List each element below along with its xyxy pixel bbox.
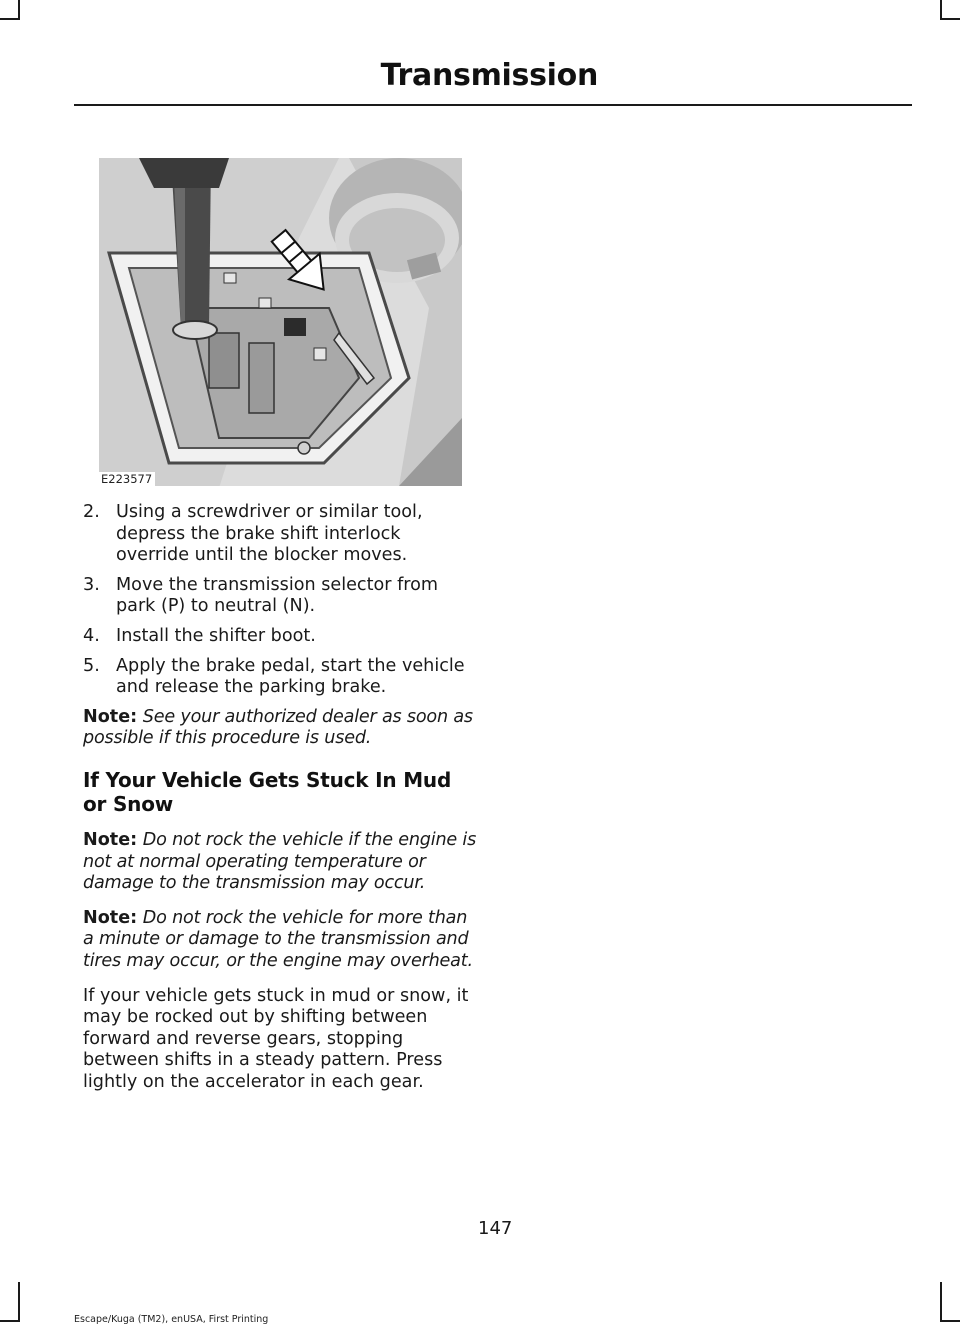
list-item <box>83 575 478 618</box>
note-dealer <box>83 707 478 750</box>
shifter-illustration <box>99 158 462 486</box>
step-text: Using a screwdriver or similar tool, depress the brake shift interlock override until the blocker moves. <box>116 502 423 566</box>
shifter-illustration-svg <box>99 158 462 486</box>
page-number: 147 <box>478 1218 513 1239</box>
note-rocking-duration <box>83 908 478 973</box>
list-item <box>83 656 478 699</box>
publication-info: Escape/Kuga (TM2), enUSA, First Printing <box>74 1314 269 1325</box>
step-number: 5. <box>83 655 100 676</box>
note-label: Note: <box>83 706 138 727</box>
content-column <box>83 502 478 1106</box>
note-text: Do not rock the vehicle if the engine is not at normal operating temperature or damage to the transmission may occur. <box>83 829 477 894</box>
note-label: Note: <box>83 829 138 850</box>
section-heading: If Your Vehicle Gets Stuck In Mud or Snow <box>83 767 452 816</box>
step-number: 3. <box>83 574 100 595</box>
note-label: Note: <box>83 907 138 928</box>
step-text: Move the transmission selector from park (P) to neutral (N). <box>116 574 439 617</box>
note-engine-temperature <box>83 830 478 895</box>
note-text: Do not rock the vehicle for more than a minute or damage to the transmission and tires may occur, or the engine may overheat. <box>83 907 473 971</box>
crop-mark-bottom-left-h <box>0 1320 20 1322</box>
crop-mark-top-left-h <box>0 18 20 20</box>
crop-mark-top-left-v <box>18 0 20 20</box>
crop-mark-top-right-v <box>940 0 942 20</box>
note-text: See your authorized dealer as soon as possible if this procedure is used. <box>83 706 473 749</box>
step-text: Apply the brake pedal, start the vehicle and release the parking brake. <box>116 655 465 698</box>
procedure-steps <box>83 502 478 699</box>
crop-mark-bottom-right-h <box>940 1320 960 1322</box>
crop-mark-top-right-h <box>940 18 960 20</box>
list-item <box>83 626 478 648</box>
step-text: Install the shifter boot. <box>116 625 316 646</box>
body-paragraph: If your vehicle gets stuck in mud or snow, it may be rocked out by shifting between forward and reverse gears, stopping between shifts in a steady pattern. Press lightly on the accelerator in each gear. <box>83 985 469 1092</box>
page-title: Transmission <box>380 58 598 93</box>
crop-mark-bottom-left-v <box>18 1282 20 1322</box>
step-number: 2. <box>83 502 100 522</box>
list-item <box>83 502 478 567</box>
crop-mark-bottom-right-v <box>940 1282 942 1322</box>
figure-code: E223577 <box>99 472 155 486</box>
header-rule <box>74 104 912 106</box>
step-number: 4. <box>83 625 100 646</box>
